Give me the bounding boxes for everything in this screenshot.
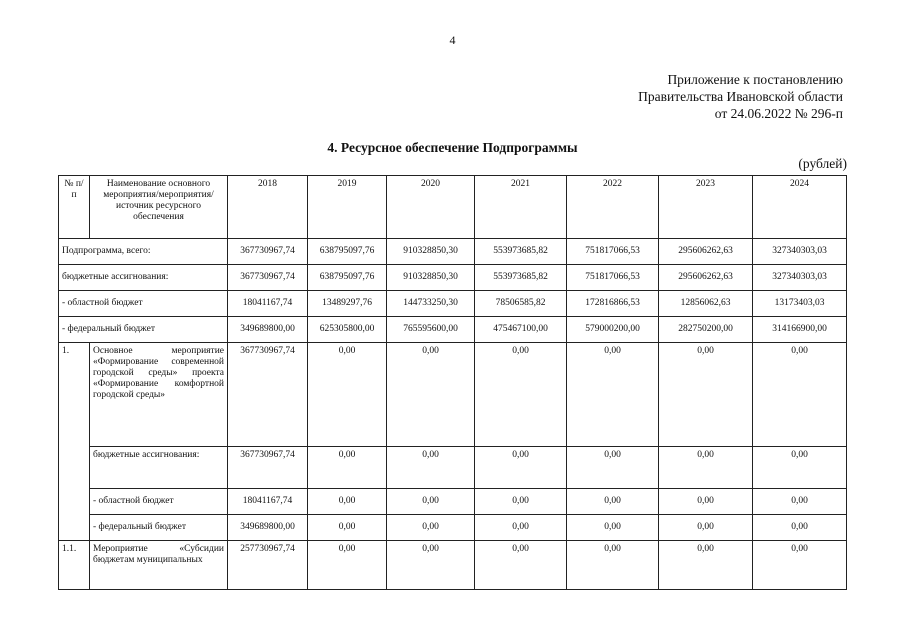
cell-value: 0,00 xyxy=(387,515,475,541)
cell-value: 0,00 xyxy=(659,541,753,590)
appendix-line: Правительства Ивановской области xyxy=(638,89,843,104)
cell-value: 0,00 xyxy=(753,489,847,515)
table-row xyxy=(59,447,847,489)
cell-value: 0,00 xyxy=(753,343,847,447)
table-row xyxy=(59,291,847,317)
cell-value: 0,00 xyxy=(308,343,387,447)
cell-value: 18041167,74 xyxy=(228,489,308,515)
row-label: - областной бюджет xyxy=(90,489,228,515)
cell-value: 0,00 xyxy=(567,447,659,489)
table-row xyxy=(59,317,847,343)
header-year: 2022 xyxy=(567,176,659,239)
header-year: 2023 xyxy=(659,176,753,239)
table-row xyxy=(59,489,847,515)
header-year: 2020 xyxy=(387,176,475,239)
table-header-row xyxy=(59,176,847,239)
header-year: 2021 xyxy=(475,176,567,239)
cell-value: 327340303,03 xyxy=(753,239,847,265)
cell-value: 349689800,00 xyxy=(228,515,308,541)
header-name: Наименование основного мероприятия/мероприятия/источник ресурсного обеспечения xyxy=(90,176,228,239)
row-label: - федеральный бюджет xyxy=(59,317,228,343)
cell-value: 0,00 xyxy=(753,447,847,489)
cell-value: 553973685,82 xyxy=(475,265,567,291)
cell-value: 638795097,76 xyxy=(308,265,387,291)
appendix-line: от 24.06.2022 № 296-п xyxy=(714,106,843,121)
cell-value: 0,00 xyxy=(387,343,475,447)
cell-value: 13173403,03 xyxy=(753,291,847,317)
cell-value: 0,00 xyxy=(475,489,567,515)
cell-value: 327340303,03 xyxy=(753,265,847,291)
row-label: - федеральный бюджет xyxy=(90,515,228,541)
cell-value: 13489297,76 xyxy=(308,291,387,317)
cell-value: 172816866,53 xyxy=(567,291,659,317)
unit-label: (рублей) xyxy=(798,156,847,171)
cell-value: 0,00 xyxy=(475,343,567,447)
cell-value: 751817066,53 xyxy=(567,265,659,291)
cell-value: 257730967,74 xyxy=(228,541,308,590)
row-label: Подпрограмма, всего: xyxy=(59,239,228,265)
cell-value: 0,00 xyxy=(659,515,753,541)
row-label: бюджетные ассигнования: xyxy=(59,265,228,291)
cell-value: 751817066,53 xyxy=(567,239,659,265)
cell-value: 0,00 xyxy=(567,489,659,515)
cell-value: 144733250,30 xyxy=(387,291,475,317)
header-year: 2019 xyxy=(308,176,387,239)
cell-value: 0,00 xyxy=(387,541,475,590)
cell-value: 0,00 xyxy=(387,489,475,515)
appendix-line: Приложение к постановлению xyxy=(667,72,843,87)
cell-value: 0,00 xyxy=(567,343,659,447)
cell-value: 12856062,63 xyxy=(659,291,753,317)
cell-value: 579000200,00 xyxy=(567,317,659,343)
header-year: 2018 xyxy=(228,176,308,239)
cell-value: 0,00 xyxy=(308,447,387,489)
cell-value: 282750200,00 xyxy=(659,317,753,343)
cell-value: 367730967,74 xyxy=(228,265,308,291)
cell-value: 0,00 xyxy=(308,489,387,515)
appendix-block xyxy=(638,71,843,122)
cell-value: 0,00 xyxy=(387,447,475,489)
cell-value: 78506585,82 xyxy=(475,291,567,317)
table-row xyxy=(59,343,847,447)
cell-value: 314166900,00 xyxy=(753,317,847,343)
cell-value: 0,00 xyxy=(308,515,387,541)
cell-value: 367730967,74 xyxy=(228,343,308,447)
page-number: 4 xyxy=(449,33,456,47)
cell-value: 0,00 xyxy=(567,541,659,590)
cell-value: 553973685,82 xyxy=(475,239,567,265)
cell-value: 0,00 xyxy=(567,515,659,541)
cell-value: 295606262,63 xyxy=(659,265,753,291)
section-title: 4. Ресурсное обеспечение Подпрограммы xyxy=(327,140,578,155)
cell-value: 0,00 xyxy=(475,447,567,489)
row-label: Основное мероприятие «Формирование современной городской среды» проекта «Формирование комфортной городской среды» xyxy=(90,343,228,447)
cell-value: 0,00 xyxy=(753,541,847,590)
table-row xyxy=(59,541,847,590)
row-number: 1. xyxy=(59,343,90,541)
cell-value: 367730967,74 xyxy=(228,239,308,265)
cell-value: 625305800,00 xyxy=(308,317,387,343)
cell-value: 295606262,63 xyxy=(659,239,753,265)
cell-value: 0,00 xyxy=(659,447,753,489)
cell-value: 0,00 xyxy=(753,515,847,541)
table-row xyxy=(59,265,847,291)
cell-value: 0,00 xyxy=(475,541,567,590)
cell-value: 367730967,74 xyxy=(228,447,308,489)
cell-value: 765595600,00 xyxy=(387,317,475,343)
table-row xyxy=(59,239,847,265)
row-label: Мероприятие «Субсидии бюджетам муниципальных xyxy=(90,541,228,590)
cell-value: 0,00 xyxy=(659,489,753,515)
cell-value: 910328850,30 xyxy=(387,265,475,291)
header-num: № п/п xyxy=(59,176,90,239)
row-label: - областной бюджет xyxy=(59,291,228,317)
cell-value: 475467100,00 xyxy=(475,317,567,343)
header-year: 2024 xyxy=(753,176,847,239)
cell-value: 0,00 xyxy=(475,515,567,541)
cell-value: 18041167,74 xyxy=(228,291,308,317)
cell-value: 910328850,30 xyxy=(387,239,475,265)
row-label: бюджетные ассигнования: xyxy=(90,447,228,489)
row-number: 1.1. xyxy=(59,541,90,590)
cell-value: 349689800,00 xyxy=(228,317,308,343)
cell-value: 0,00 xyxy=(308,541,387,590)
cell-value: 0,00 xyxy=(659,343,753,447)
cell-value: 638795097,76 xyxy=(308,239,387,265)
resource-table xyxy=(58,175,847,590)
table-row xyxy=(59,515,847,541)
